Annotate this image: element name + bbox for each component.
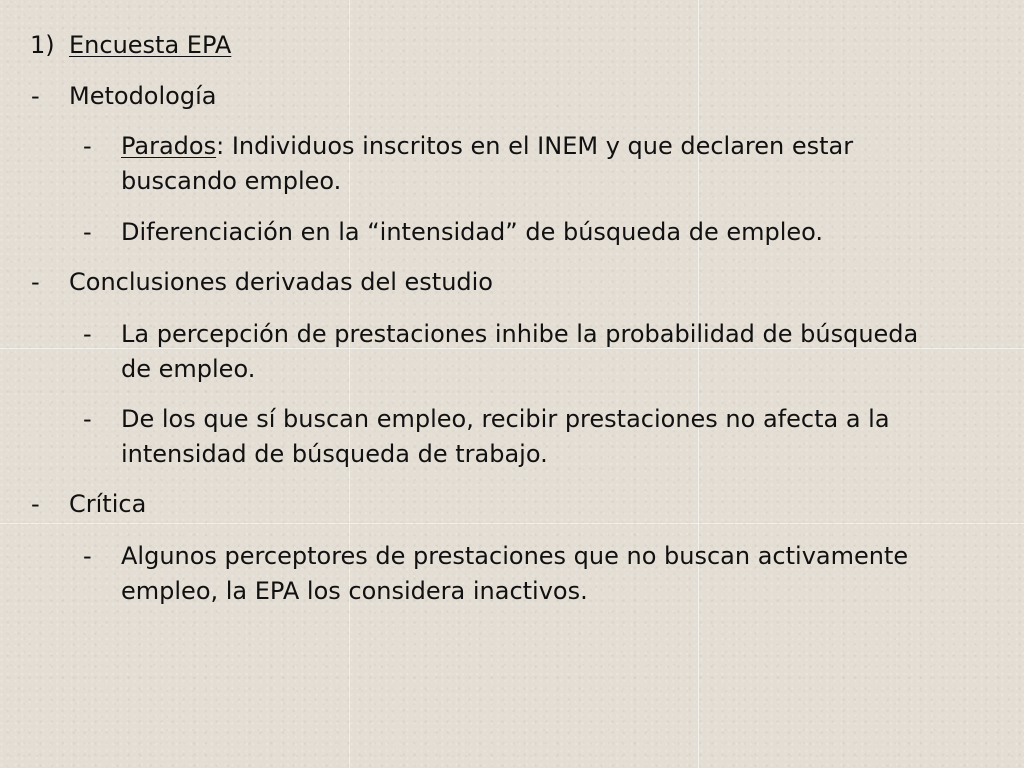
item-bullet: - [83,218,92,246]
item-text: La percepción de prestaciones inhibe la probabilidad de búsqueda [121,320,919,348]
item-bullet: - [83,542,92,570]
item-text: : Individuos inscritos en el INEM y que declaren estar [216,132,854,160]
item-text: empleo, la EPA los considera inactivos. [121,577,588,605]
section-bullet: - [31,490,40,518]
heading-number: 1) [30,31,55,59]
item-text: de empleo. [121,355,256,383]
item-text: intensidad de búsqueda de trabajo. [121,440,548,468]
item-text: Algunos perceptores de prestaciones que no buscan activamente [121,542,909,570]
heading-title: Encuesta EPA [69,31,232,59]
item-bullet: - [83,320,92,348]
item-text: De los que sí buscan empleo, recibir prestaciones no afecta a la [121,405,890,433]
section-label: Metodología [69,82,217,110]
section-bullet: - [31,268,40,296]
item-bullet: - [83,405,92,433]
item-text: Diferenciación en la “intensidad” de búsqueda de empleo. [121,218,824,246]
item-bullet: - [83,132,92,160]
section-label: Conclusiones derivadas del estudio [69,268,493,296]
section-bullet: - [31,82,40,110]
item-term: Parados [121,132,217,160]
item-text: buscando empleo. [121,167,342,195]
section-label: Crítica [69,490,147,518]
